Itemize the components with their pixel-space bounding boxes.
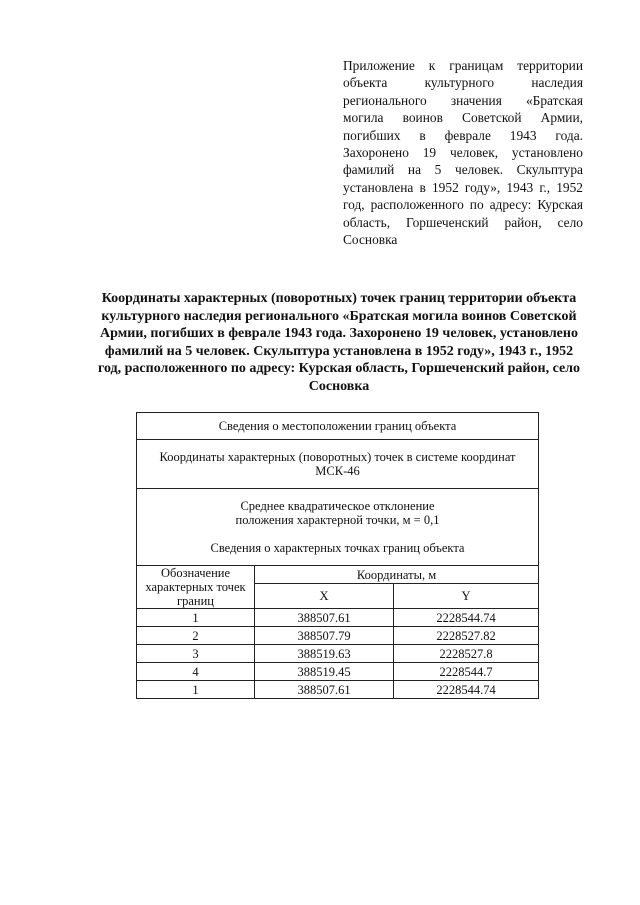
document-heading: Координаты характерных (поворотных) точек границ территории объекта культурного наследия регионального «Братская могила воинов Советской Армии, погибших в феврале 1943 года. Захоронено 19 человек, установлено фамилий на 5 человек. Скульптура установлена в 1952 году», 1943 г., 1952 год, расположенного по адресу: Курская область, Горшеченский район, село Сосновка <box>97 291 581 394</box>
x-value: 388519.63 <box>255 645 394 663</box>
spacer <box>141 527 534 541</box>
point-number: 1 <box>137 609 255 627</box>
coordinates-table <box>136 412 539 699</box>
deviation-line-2: положения характерной точки, м = 0,1 <box>235 513 440 527</box>
table-row <box>137 609 539 627</box>
location-info-cell: Сведения о местоположении границ объекта <box>137 413 539 440</box>
deviation-cell <box>137 489 539 566</box>
coordinates-header: Координаты, м <box>255 566 539 584</box>
designation-header: Обозначение характерных точек границ <box>137 566 255 609</box>
table-row <box>137 627 539 645</box>
y-value: 2228527.8 <box>394 645 539 663</box>
y-value: 2228544.74 <box>394 609 539 627</box>
y-value: 2228544.74 <box>394 681 539 699</box>
y-header: Y <box>394 584 539 609</box>
point-number: 2 <box>137 627 255 645</box>
point-number: 1 <box>137 681 255 699</box>
table-row <box>137 645 539 663</box>
table-row <box>137 681 539 699</box>
coordinate-system-cell: Координаты характерных (поворотных) точек в системе координат МСК-46 <box>137 440 539 489</box>
x-value: 388507.61 <box>255 681 394 699</box>
x-value: 388507.61 <box>255 609 394 627</box>
deviation-line-1: Среднее квадратическое отклонение <box>240 499 435 513</box>
x-header: X <box>255 584 394 609</box>
point-number: 4 <box>137 663 255 681</box>
annex-note: Приложение к границам территории объекта культурного наследия регионального значения «Братская могила воинов Советской Армии, погибших в феврале 1943 года. Захоронено 19 человек, установлено фамилий на 5 человек. Скульптура установлена в 1952 году», 1943 г., 1952 год, расположенного по адресу: Курская область, Горшеченский район, село Сосновка <box>343 58 583 248</box>
x-value: 388507.79 <box>255 627 394 645</box>
y-value: 2228544.7 <box>394 663 539 681</box>
y-value: 2228527.82 <box>394 627 539 645</box>
point-number: 3 <box>137 645 255 663</box>
points-info-line: Сведения о характерных точках границ объекта <box>210 541 465 555</box>
table-row <box>137 663 539 681</box>
x-value: 388519.45 <box>255 663 394 681</box>
